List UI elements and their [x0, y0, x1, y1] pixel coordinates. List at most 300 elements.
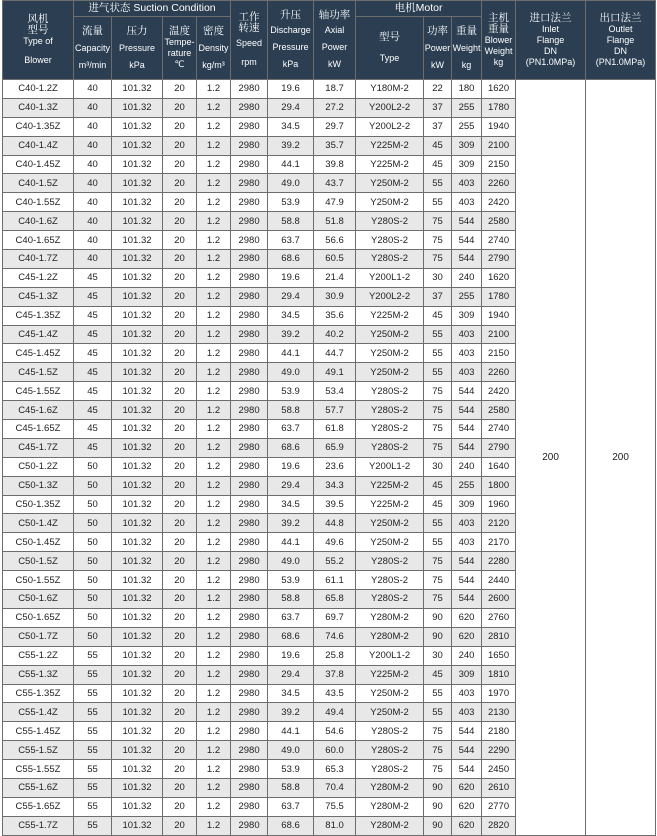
- cell-model: C40-1.65Z: [3, 231, 74, 250]
- cell-motor-power: 45: [424, 155, 452, 174]
- cell-flow: 55: [74, 778, 112, 797]
- header-motor-weight: [452, 17, 482, 80]
- header-blower-weight-zh: 主机: [488, 11, 510, 24]
- cell-motor-power: 45: [424, 476, 452, 495]
- cell-discharge: 68.6: [268, 816, 314, 835]
- cell-discharge: 39.2: [268, 136, 314, 155]
- cell-flow: 45: [74, 306, 112, 325]
- header-suction-group: [74, 1, 231, 17]
- cell-density: 1.2: [197, 420, 231, 439]
- cell-motor-weight: 240: [452, 457, 482, 476]
- cell-motor-weight: 309: [452, 306, 482, 325]
- cell-motor-type: Y280S-2: [356, 571, 424, 590]
- cell-discharge: 58.8: [268, 778, 314, 797]
- header-flow: [74, 17, 112, 80]
- cell-flow: 40: [74, 80, 112, 99]
- cell-density: 1.2: [197, 231, 231, 250]
- cell-motor-type: Y280S-2: [356, 231, 424, 250]
- cell-density: 1.2: [197, 80, 231, 99]
- header-motor-type: [356, 17, 424, 80]
- cell-model: C50-1.5Z: [3, 552, 74, 571]
- cell-model: C45-1.4Z: [3, 325, 74, 344]
- cell-speed: 2980: [231, 533, 268, 552]
- cell-density: 1.2: [197, 760, 231, 779]
- cell-speed: 2980: [231, 703, 268, 722]
- cell-model: C55-1.5Z: [3, 741, 74, 760]
- header-blower-weight-unit: kg: [493, 56, 504, 67]
- cell-flow: 40: [74, 250, 112, 269]
- cell-pressure: 101.32: [112, 155, 163, 174]
- cell-flow: 45: [74, 344, 112, 363]
- cell-speed: 2980: [231, 344, 268, 363]
- cell-motor-type: Y200L2-2: [356, 117, 424, 136]
- cell-blower-weight: 2580: [482, 212, 516, 231]
- header-outlet-en3: DN: [614, 45, 628, 56]
- cell-motor-type: Y280M-2: [356, 778, 424, 797]
- cell-motor-power: 75: [424, 741, 452, 760]
- cell-pressure: 101.32: [112, 344, 163, 363]
- cell-motor-power: 55: [424, 193, 452, 212]
- cell-pressure: 101.32: [112, 552, 163, 571]
- cell-density: 1.2: [197, 514, 231, 533]
- cell-motor-weight: 180: [452, 80, 482, 99]
- cell-discharge: 19.6: [268, 268, 314, 287]
- cell-density: 1.2: [197, 646, 231, 665]
- cell-model: C40-1.6Z: [3, 212, 74, 231]
- header-outlet-unit: (PN1.0MPa): [595, 56, 646, 67]
- cell-axial-power: 75.5: [314, 797, 356, 816]
- cell-blower-weight: 2770: [482, 797, 516, 816]
- cell-motor-weight: 544: [452, 722, 482, 741]
- cell-model: C40-1.45Z: [3, 155, 74, 174]
- cell-motor-weight: 309: [452, 665, 482, 684]
- cell-motor-power: 75: [424, 590, 452, 609]
- cell-discharge: 53.9: [268, 760, 314, 779]
- cell-motor-power: 75: [424, 420, 452, 439]
- cell-axial-power: 55.2: [314, 552, 356, 571]
- cell-motor-weight: 309: [452, 136, 482, 155]
- cell-flow: 45: [74, 420, 112, 439]
- cell-pressure: 101.32: [112, 457, 163, 476]
- cell-pressure: 101.32: [112, 533, 163, 552]
- cell-density: 1.2: [197, 136, 231, 155]
- cell-blower-weight: 1810: [482, 665, 516, 684]
- cell-motor-weight: 544: [452, 741, 482, 760]
- cell-temperature: 20: [163, 420, 197, 439]
- cell-motor-power: 75: [424, 760, 452, 779]
- header-inlet-flange: [516, 1, 586, 80]
- cell-motor-power: 22: [424, 80, 452, 99]
- cell-motor-weight: 255: [452, 476, 482, 495]
- cell-discharge: 58.8: [268, 212, 314, 231]
- cell-blower-weight: 2580: [482, 401, 516, 420]
- cell-axial-power: 18.7: [314, 80, 356, 99]
- cell-discharge: 29.4: [268, 476, 314, 495]
- cell-axial-power: 44.7: [314, 344, 356, 363]
- cell-density: 1.2: [197, 344, 231, 363]
- cell-flow: 55: [74, 665, 112, 684]
- cell-model: C45-1.65Z: [3, 420, 74, 439]
- header-suction-group-label: 进气状态 Suction Condition: [88, 2, 216, 14]
- cell-pressure: 101.32: [112, 741, 163, 760]
- cell-flow: 50: [74, 627, 112, 646]
- cell-flow: 40: [74, 98, 112, 117]
- cell-motor-type: Y225M-2: [356, 136, 424, 155]
- cell-flow: 50: [74, 533, 112, 552]
- cell-speed: 2980: [231, 571, 268, 590]
- cell-model: C40-1.4Z: [3, 136, 74, 155]
- cell-temperature: 20: [163, 136, 197, 155]
- cell-motor-power: 45: [424, 136, 452, 155]
- cell-density: 1.2: [197, 495, 231, 514]
- cell-motor-power: 75: [424, 552, 452, 571]
- cell-discharge: 19.6: [268, 80, 314, 99]
- cell-speed: 2980: [231, 722, 268, 741]
- cell-blower-weight: 1620: [482, 80, 516, 99]
- table-body: [3, 80, 656, 836]
- cell-motor-type: Y225M-2: [356, 665, 424, 684]
- cell-flow: 40: [74, 231, 112, 250]
- cell-motor-power: 55: [424, 325, 452, 344]
- cell-pressure: 101.32: [112, 98, 163, 117]
- cell-axial-power: 39.8: [314, 155, 356, 174]
- cell-discharge: 34.5: [268, 117, 314, 136]
- cell-blower-weight: 2150: [482, 344, 516, 363]
- cell-motor-type: Y225M-2: [356, 495, 424, 514]
- cell-axial-power: 65.9: [314, 438, 356, 457]
- cell-motor-type: Y225M-2: [356, 155, 424, 174]
- cell-density: 1.2: [197, 476, 231, 495]
- cell-motor-type: Y280S-2: [356, 250, 424, 269]
- cell-pressure: 101.32: [112, 703, 163, 722]
- header-temp-en2: rature: [167, 48, 192, 58]
- cell-pressure: 101.32: [112, 174, 163, 193]
- cell-blower-weight: 1970: [482, 684, 516, 703]
- header-blower-weight: [482, 1, 516, 80]
- cell-motor-type: Y200L1-2: [356, 268, 424, 287]
- cell-flow: 45: [74, 401, 112, 420]
- cell-flow: 50: [74, 571, 112, 590]
- cell-motor-weight: 544: [452, 231, 482, 250]
- cell-model: C45-1.3Z: [3, 287, 74, 306]
- cell-model: C50-1.35Z: [3, 495, 74, 514]
- cell-density: 1.2: [197, 627, 231, 646]
- cell-motor-weight: 403: [452, 514, 482, 533]
- cell-motor-power: 75: [424, 722, 452, 741]
- cell-speed: 2980: [231, 193, 268, 212]
- cell-pressure: 101.32: [112, 231, 163, 250]
- blower-spec-table: [2, 0, 656, 836]
- cell-flow: 45: [74, 382, 112, 401]
- cell-pressure: 101.32: [112, 382, 163, 401]
- cell-axial-power: 29.7: [314, 117, 356, 136]
- cell-model: C55-1.45Z: [3, 722, 74, 741]
- cell-blower-weight: 2100: [482, 136, 516, 155]
- cell-flow: 55: [74, 797, 112, 816]
- cell-motor-weight: 309: [452, 155, 482, 174]
- cell-density: 1.2: [197, 684, 231, 703]
- cell-motor-type: Y280S-2: [356, 382, 424, 401]
- cell-motor-weight: 620: [452, 627, 482, 646]
- cell-motor-type: Y225M-2: [356, 306, 424, 325]
- cell-blower-weight: 2420: [482, 382, 516, 401]
- cell-blower-weight: 2180: [482, 722, 516, 741]
- cell-temperature: 20: [163, 212, 197, 231]
- cell-discharge: 58.8: [268, 401, 314, 420]
- cell-pressure: 101.32: [112, 306, 163, 325]
- cell-flow: 45: [74, 438, 112, 457]
- header-speed-zh2: 转速: [238, 22, 260, 34]
- cell-pressure: 101.32: [112, 136, 163, 155]
- cell-temperature: 20: [163, 231, 197, 250]
- cell-model: C50-1.45Z: [3, 533, 74, 552]
- cell-axial-power: 60.0: [314, 741, 356, 760]
- cell-blower-weight: 1780: [482, 98, 516, 117]
- cell-motor-power: 75: [424, 250, 452, 269]
- header-outlet-zh: 出口法兰: [599, 11, 642, 24]
- cell-flow: 40: [74, 117, 112, 136]
- cell-temperature: 20: [163, 741, 197, 760]
- cell-axial-power: 47.9: [314, 193, 356, 212]
- header-flow-unit: m³/min: [78, 59, 107, 70]
- cell-blower-weight: 2820: [482, 816, 516, 835]
- cell-speed: 2980: [231, 117, 268, 136]
- cell-temperature: 20: [163, 193, 197, 212]
- header-discharge-unit: kPa: [282, 59, 299, 69]
- cell-discharge: 63.7: [268, 420, 314, 439]
- cell-motor-type: Y280S-2: [356, 401, 424, 420]
- cell-density: 1.2: [197, 797, 231, 816]
- cell-density: 1.2: [197, 816, 231, 835]
- cell-motor-power: 90: [424, 797, 452, 816]
- cell-motor-type: Y280S-2: [356, 590, 424, 609]
- cell-motor-type: Y250M-2: [356, 703, 424, 722]
- cell-discharge: 39.2: [268, 514, 314, 533]
- cell-motor-weight: 403: [452, 344, 482, 363]
- cell-temperature: 20: [163, 608, 197, 627]
- cell-temperature: 20: [163, 533, 197, 552]
- cell-axial-power: 35.6: [314, 306, 356, 325]
- cell-motor-weight: 255: [452, 287, 482, 306]
- cell-motor-power: 30: [424, 457, 452, 476]
- header-speed-unit: rpm: [241, 57, 257, 67]
- cell-motor-weight: 620: [452, 778, 482, 797]
- cell-motor-type: Y200L2-2: [356, 287, 424, 306]
- cell-temperature: 20: [163, 571, 197, 590]
- cell-motor-weight: 403: [452, 174, 482, 193]
- cell-motor-type: Y200L1-2: [356, 646, 424, 665]
- cell-speed: 2980: [231, 325, 268, 344]
- cell-motor-power: 75: [424, 571, 452, 590]
- cell-model: C40-1.2Z: [3, 80, 74, 99]
- cell-motor-power: 37: [424, 287, 452, 306]
- header-temp-zh: 温度: [169, 25, 190, 37]
- header-speed-en: Speed: [236, 38, 263, 48]
- cell-speed: 2980: [231, 627, 268, 646]
- cell-motor-weight: 620: [452, 816, 482, 835]
- cell-motor-power: 37: [424, 98, 452, 117]
- header-temp-en: Tempe-: [164, 37, 195, 47]
- cell-motor-weight: 544: [452, 382, 482, 401]
- cell-temperature: 20: [163, 722, 197, 741]
- cell-motor-weight: 403: [452, 193, 482, 212]
- table-header: [3, 1, 656, 80]
- cell-axial-power: 49.1: [314, 363, 356, 382]
- header-motor-power-zh: 功率: [427, 24, 449, 37]
- cell-axial-power: 37.8: [314, 665, 356, 684]
- cell-motor-weight: 544: [452, 590, 482, 609]
- header-axial-unit: kW: [328, 59, 342, 69]
- cell-discharge: 29.4: [268, 98, 314, 117]
- cell-speed: 2980: [231, 306, 268, 325]
- cell-flow: 40: [74, 212, 112, 231]
- cell-pressure: 101.32: [112, 250, 163, 269]
- cell-pressure: 101.32: [112, 420, 163, 439]
- header-discharge-en2: Pressure: [272, 42, 309, 52]
- cell-motor-type: Y280M-2: [356, 816, 424, 835]
- cell-motor-weight: 240: [452, 646, 482, 665]
- cell-blower-weight: 1640: [482, 457, 516, 476]
- cell-speed: 2980: [231, 665, 268, 684]
- header-motor-power-unit: kW: [431, 59, 445, 70]
- cell-axial-power: 51.8: [314, 212, 356, 231]
- cell-model: C55-1.4Z: [3, 703, 74, 722]
- cell-temperature: 20: [163, 344, 197, 363]
- cell-speed: 2980: [231, 760, 268, 779]
- cell-model: C50-1.2Z: [3, 457, 74, 476]
- cell-motor-type: Y225M-2: [356, 476, 424, 495]
- cell-speed: 2980: [231, 268, 268, 287]
- cell-speed: 2980: [231, 608, 268, 627]
- cell-discharge: 29.4: [268, 665, 314, 684]
- cell-speed: 2980: [231, 438, 268, 457]
- cell-discharge: 34.5: [268, 495, 314, 514]
- cell-pressure: 101.32: [112, 571, 163, 590]
- cell-pressure: 101.32: [112, 778, 163, 797]
- cell-temperature: 20: [163, 401, 197, 420]
- cell-motor-type: Y280S-2: [356, 212, 424, 231]
- cell-flow: 55: [74, 722, 112, 741]
- header-blower-model: [3, 1, 74, 80]
- header-blower-weight-zh2: 重量: [488, 22, 510, 35]
- cell-model: C55-1.7Z: [3, 816, 74, 835]
- cell-model: C45-1.6Z: [3, 401, 74, 420]
- header-discharge-en: Discharge: [270, 25, 311, 35]
- cell-motor-power: 75: [424, 382, 452, 401]
- cell-pressure: 101.32: [112, 438, 163, 457]
- cell-model: C40-1.7Z: [3, 250, 74, 269]
- cell-density: 1.2: [197, 174, 231, 193]
- cell-speed: 2980: [231, 420, 268, 439]
- cell-motor-weight: 620: [452, 797, 482, 816]
- cell-discharge: 53.9: [268, 571, 314, 590]
- cell-blower-weight: 2450: [482, 760, 516, 779]
- cell-temperature: 20: [163, 476, 197, 495]
- header-inlet-en2: Flange: [536, 34, 565, 45]
- cell-flow: 50: [74, 495, 112, 514]
- cell-axial-power: 65.3: [314, 760, 356, 779]
- cell-blower-weight: 2740: [482, 420, 516, 439]
- cell-axial-power: 60.5: [314, 250, 356, 269]
- header-motor-weight-en: Weight: [452, 42, 481, 53]
- cell-axial-power: 61.8: [314, 420, 356, 439]
- cell-outlet-flange-dn: 200: [586, 80, 656, 836]
- cell-flow: 45: [74, 363, 112, 382]
- cell-motor-weight: 544: [452, 212, 482, 231]
- header-motor-power: [424, 17, 452, 80]
- cell-discharge: 29.4: [268, 287, 314, 306]
- cell-motor-type: Y280M-2: [356, 797, 424, 816]
- cell-blower-weight: 2290: [482, 741, 516, 760]
- cell-model: C50-1.4Z: [3, 514, 74, 533]
- cell-temperature: 20: [163, 552, 197, 571]
- cell-pressure: 101.32: [112, 495, 163, 514]
- cell-motor-weight: 544: [452, 420, 482, 439]
- header-blower-weight-en: Blower: [484, 34, 513, 45]
- header-density-zh: 密度: [203, 24, 225, 37]
- cell-axial-power: 49.4: [314, 703, 356, 722]
- cell-density: 1.2: [197, 401, 231, 420]
- cell-axial-power: 43.5: [314, 684, 356, 703]
- cell-blower-weight: 1780: [482, 287, 516, 306]
- cell-discharge: 49.0: [268, 741, 314, 760]
- cell-motor-weight: 403: [452, 533, 482, 552]
- cell-density: 1.2: [197, 98, 231, 117]
- cell-speed: 2980: [231, 552, 268, 571]
- header-outlet-en2: Flange: [606, 34, 635, 45]
- header-motor-group-label: 电机Motor: [394, 2, 443, 14]
- cell-motor-weight: 544: [452, 250, 482, 269]
- cell-temperature: 20: [163, 457, 197, 476]
- cell-speed: 2980: [231, 287, 268, 306]
- cell-axial-power: 61.1: [314, 571, 356, 590]
- cell-temperature: 20: [163, 363, 197, 382]
- cell-discharge: 63.7: [268, 797, 314, 816]
- cell-discharge: 68.6: [268, 627, 314, 646]
- header-temp-unit: ℃: [174, 59, 185, 69]
- header-flow-zh: 流量: [82, 24, 103, 37]
- cell-flow: 40: [74, 193, 112, 212]
- cell-flow: 55: [74, 741, 112, 760]
- cell-speed: 2980: [231, 476, 268, 495]
- cell-blower-weight: 2120: [482, 514, 516, 533]
- cell-speed: 2980: [231, 741, 268, 760]
- header-pressure-en: Pressure: [118, 42, 155, 53]
- cell-discharge: 58.8: [268, 590, 314, 609]
- cell-pressure: 101.32: [112, 325, 163, 344]
- header-flow-en: Capacity: [74, 42, 110, 53]
- cell-motor-power: 55: [424, 514, 452, 533]
- cell-axial-power: 44.8: [314, 514, 356, 533]
- cell-axial-power: 21.4: [314, 268, 356, 287]
- cell-temperature: 20: [163, 797, 197, 816]
- cell-pressure: 101.32: [112, 665, 163, 684]
- header-temperature: [163, 17, 197, 80]
- header-motor-weight-zh: 重量: [456, 24, 478, 37]
- cell-model: C45-1.7Z: [3, 438, 74, 457]
- cell-flow: 40: [74, 136, 112, 155]
- cell-pressure: 101.32: [112, 608, 163, 627]
- cell-motor-type: Y250M-2: [356, 325, 424, 344]
- cell-density: 1.2: [197, 250, 231, 269]
- cell-motor-type: Y200L1-2: [356, 457, 424, 476]
- cell-discharge: 34.5: [268, 684, 314, 703]
- cell-axial-power: 43.7: [314, 174, 356, 193]
- cell-speed: 2980: [231, 684, 268, 703]
- header-density-en: Density: [198, 42, 229, 53]
- cell-pressure: 101.32: [112, 80, 163, 99]
- cell-speed: 2980: [231, 495, 268, 514]
